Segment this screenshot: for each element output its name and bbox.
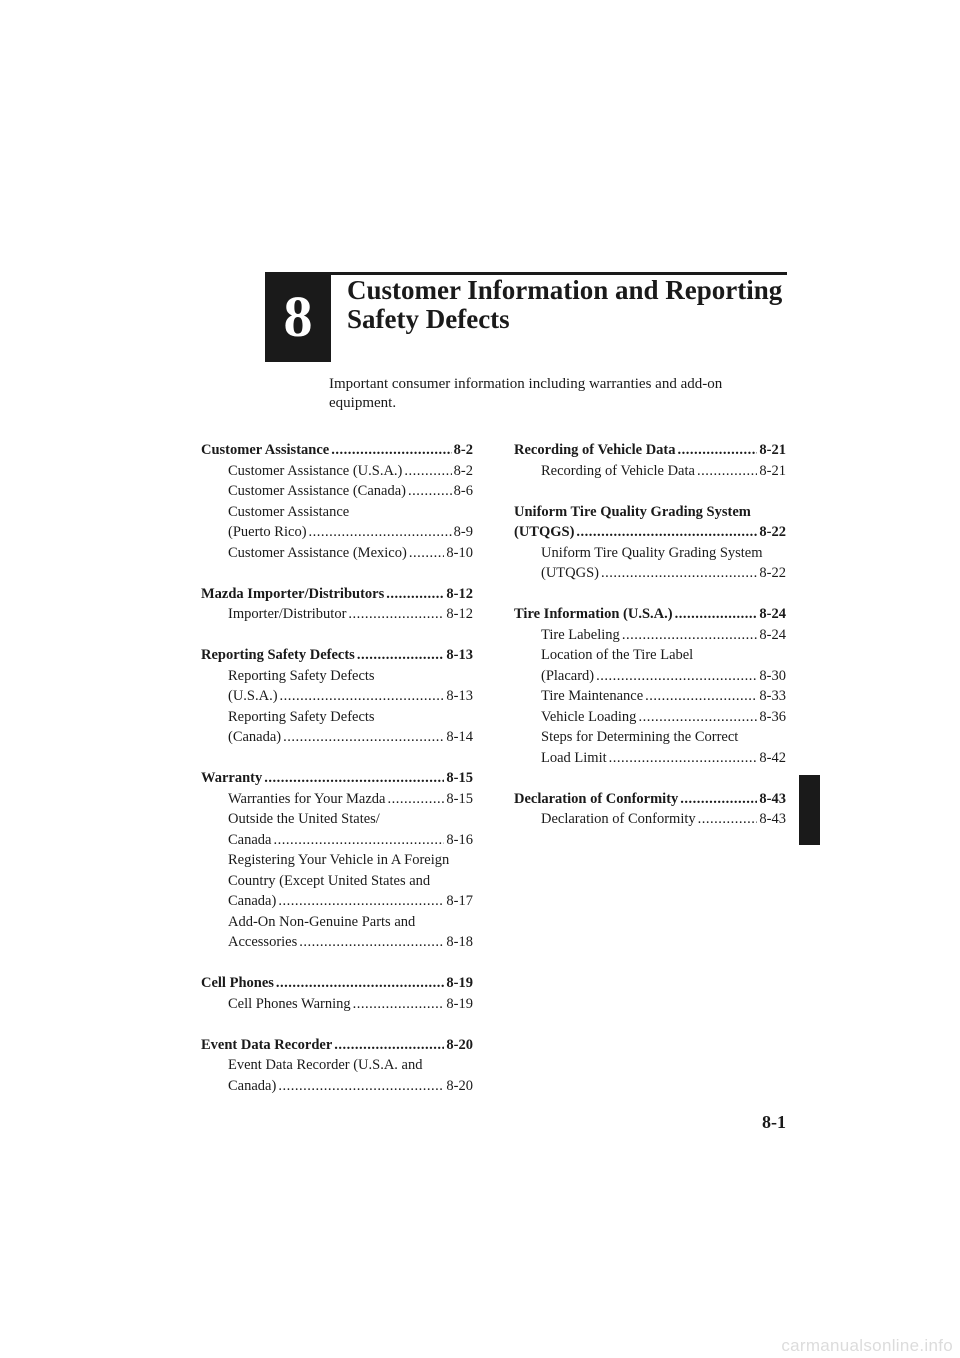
toc-subentry[interactable]	[201, 522, 473, 543]
toc-subentry-label-line: Country (Except United States and	[228, 872, 431, 889]
watermark-text: carmanualsonline.info	[781, 1336, 953, 1355]
toc-entry-page: 8-43	[759, 811, 786, 827]
toc-dot-leader	[331, 440, 451, 461]
toc-entry-page: 8-2	[453, 462, 473, 479]
toc-subentry[interactable]	[201, 481, 473, 502]
toc-dot-leader	[409, 543, 445, 564]
toc-section	[201, 584, 473, 625]
toc-entry-label: Cell Phones Warning	[228, 995, 351, 1012]
toc-entry-label: (U.S.A.)	[228, 688, 278, 704]
toc-entry[interactable]	[201, 768, 473, 789]
toc-entry-page: 8-15	[446, 790, 473, 807]
toc-entry-page: 8-30	[759, 667, 786, 684]
toc-entry[interactable]	[201, 973, 473, 994]
toc-entry-page: 8-20	[446, 1036, 473, 1053]
toc-dot-leader	[299, 932, 444, 953]
toc-left-column	[201, 440, 473, 1117]
toc-entry-label: (UTQGS)	[514, 524, 575, 540]
toc-entry-page: 8-21	[759, 462, 786, 479]
toc-subentry-label-line: Event Data Recorder (U.S.A. and	[228, 1057, 423, 1073]
toc-entry-page: 8-21	[759, 442, 786, 458]
toc-entry-label: Customer Assistance	[201, 442, 330, 458]
toc-entry[interactable]	[514, 789, 786, 810]
toc-entry-label: Warranty	[201, 770, 263, 786]
toc-entry-label: Event Data Recorder	[201, 1036, 333, 1053]
toc-entry-label: (Canada)	[228, 729, 282, 745]
toc-entry-label: (Puerto Rico)	[228, 524, 307, 540]
toc-subentry[interactable]	[514, 748, 786, 769]
toc-dot-leader	[675, 604, 758, 625]
toc-entry[interactable]	[201, 645, 473, 666]
toc-dot-leader	[278, 891, 444, 912]
toc-section	[514, 440, 786, 481]
toc-entry-label: Canada)	[228, 1077, 277, 1094]
toc-entry[interactable]	[514, 440, 786, 461]
toc-entry-label: (UTQGS)	[541, 565, 599, 581]
toc-dot-leader	[264, 768, 444, 789]
toc-subentry[interactable]	[514, 686, 786, 707]
toc-entry-page: 8-13	[446, 647, 473, 663]
toc-entry-page: 8-6	[453, 483, 473, 499]
toc-section	[201, 645, 473, 748]
toc-subentry[interactable]	[201, 1076, 473, 1097]
toc-subentry[interactable]	[201, 727, 473, 748]
toc-dot-leader	[622, 625, 758, 646]
toc-subentry-label-line: Reporting Safety Defects	[228, 708, 375, 725]
toc-entry-label: Recording of Vehicle Data	[514, 442, 676, 458]
toc-entry-page: 8-19	[446, 995, 473, 1012]
toc-dot-leader	[680, 789, 757, 810]
toc-entry-label: Declaration of Conformity	[514, 790, 679, 807]
toc-dot-leader	[276, 973, 445, 994]
toc-subentry-label-line: Uniform Tire Quality Grading System	[541, 544, 763, 561]
toc-entry-page: 8-42	[759, 749, 786, 766]
toc-entry-label: Vehicle Loading	[541, 708, 637, 725]
toc-entry-label: Load Limit	[541, 749, 607, 766]
toc-subentry[interactable]	[201, 604, 473, 625]
toc-entry-page: 8-20	[446, 1077, 473, 1094]
toc-entry-label: Customer Assistance (Canada)	[228, 483, 406, 499]
toc-subentry-label-line: Registering Your Vehicle in A Foreign	[228, 852, 450, 868]
toc-dot-leader	[645, 686, 757, 707]
toc-subentry[interactable]	[201, 543, 473, 564]
toc-entry-label: Customer Assistance (Mexico)	[228, 544, 407, 561]
toc-entry[interactable]	[201, 584, 473, 605]
toc-section	[201, 1035, 473, 1097]
toc-entry-page: 8-22	[759, 565, 786, 581]
toc-subentry[interactable]	[514, 666, 786, 687]
toc-subentry[interactable]	[514, 809, 786, 830]
toc-entry[interactable]	[201, 440, 473, 461]
toc-section	[201, 973, 473, 1014]
toc-entry-label: Tire Labeling	[541, 626, 620, 643]
toc-entry[interactable]	[514, 522, 786, 543]
toc-entry-label: Reporting Safety Defects	[201, 647, 355, 663]
toc-subentry[interactable]	[514, 625, 786, 646]
toc-dot-leader	[387, 789, 444, 810]
toc-subentry[interactable]	[201, 461, 473, 482]
toc-section	[201, 440, 473, 563]
toc-subentry[interactable]	[514, 707, 786, 728]
toc-entry-page: 8-15	[446, 770, 473, 786]
toc-dot-leader	[678, 440, 758, 461]
toc-entry-label: Cell Phones	[201, 975, 274, 991]
toc-subentry[interactable]	[201, 891, 473, 912]
toc-entry[interactable]	[514, 604, 786, 625]
toc-entry-label: Canada)	[228, 893, 277, 909]
toc-entry-page: 8-13	[446, 688, 473, 704]
toc-section	[201, 768, 473, 953]
toc-section	[514, 789, 786, 830]
toc-subentry-label-line: Add-On Non-Genuine Parts and	[228, 913, 416, 930]
toc-entry-page: 8-18	[446, 934, 473, 950]
toc-dot-leader	[609, 748, 758, 769]
toc-subentry[interactable]	[201, 994, 473, 1015]
page-number: 8-1	[762, 1112, 786, 1132]
toc-dot-leader	[698, 809, 758, 830]
toc-entry-label: Recording of Vehicle Data	[541, 462, 695, 479]
chapter-thumb-tab	[799, 775, 820, 845]
toc-dot-leader	[596, 666, 757, 687]
toc-dot-leader	[408, 481, 452, 502]
toc-entry-label: (Placard)	[541, 667, 595, 684]
chapter-number-badge: 8	[265, 272, 331, 362]
chapter-title: Customer Information and Reporting Safety Defects	[347, 275, 783, 334]
toc-dot-leader	[334, 1035, 444, 1056]
toc-dot-leader	[697, 461, 757, 482]
toc-entry-label: Canada	[228, 831, 272, 848]
toc-entry-label: Tire Information (U.S.A.)	[514, 606, 673, 622]
toc-subentry-label-line: Steps for Determining the Correct	[541, 729, 739, 745]
toc-subentry[interactable]	[201, 789, 473, 810]
toc-entry-label: Importer/Distributor	[228, 606, 347, 622]
toc-entry-page: 8-33	[759, 688, 786, 704]
toc-entry-page: 8-9	[453, 524, 473, 540]
toc-entry-page: 8-17	[446, 893, 473, 909]
toc-dot-leader	[601, 563, 757, 584]
toc-subentry-label-line: Location of the Tire Label	[541, 647, 694, 663]
toc-dot-leader	[278, 1076, 444, 1097]
toc-dot-leader	[348, 604, 444, 625]
toc-subentry[interactable]	[514, 563, 786, 584]
toc-dot-leader	[353, 994, 445, 1015]
toc-entry[interactable]	[201, 1035, 473, 1056]
toc-entry-page: 8-19	[446, 975, 473, 991]
toc-entry-label: Warranties for Your Mazda	[228, 790, 386, 807]
toc-entry-label: Tire Maintenance	[541, 688, 644, 704]
toc-entry-page: 8-2	[453, 442, 473, 458]
toc-entry-label: Accessories	[228, 934, 298, 950]
chapter-header	[265, 272, 787, 362]
toc-dot-leader	[273, 830, 444, 851]
toc-section	[514, 502, 786, 584]
toc-right-column	[514, 440, 786, 850]
toc-entry-label-line: Uniform Tire Quality Grading System	[514, 503, 751, 520]
toc-entry-label: Customer Assistance (U.S.A.)	[228, 462, 403, 479]
toc-subentry[interactable]	[201, 932, 473, 953]
toc-dot-leader	[283, 727, 444, 748]
toc-entry-page: 8-12	[446, 585, 473, 602]
toc-entry-page: 8-16	[446, 831, 473, 848]
toc-dot-leader	[576, 522, 757, 543]
toc-entry-page: 8-24	[759, 606, 786, 622]
toc-subentry-label-line: Outside the United States/	[228, 811, 380, 827]
toc-entry-page: 8-22	[759, 524, 786, 540]
toc-entry-label: Declaration of Conformity	[541, 811, 696, 827]
toc-dot-leader	[357, 645, 445, 666]
toc-entry-page: 8-36	[759, 708, 786, 725]
toc-entry-label: Mazda Importer/Distributors	[201, 585, 385, 602]
toc-dot-leader	[638, 707, 757, 728]
toc-dot-leader	[309, 522, 452, 543]
toc-subentry[interactable]	[201, 830, 473, 851]
toc-subentry-label-line: Reporting Safety Defects	[228, 667, 375, 684]
toc-entry-page: 8-43	[759, 790, 786, 807]
toc-section	[514, 604, 786, 768]
toc-subentry[interactable]	[514, 461, 786, 482]
toc-entry-page: 8-14	[446, 729, 473, 745]
toc-entry-page: 8-12	[446, 606, 473, 622]
toc-dot-leader	[280, 686, 445, 707]
toc-entry-page: 8-10	[446, 544, 473, 561]
toc-dot-leader	[386, 584, 444, 605]
toc-dot-leader	[404, 461, 451, 482]
chapter-description: Important consumer information including warranties and add-on equipment.	[329, 376, 723, 411]
toc-subentry[interactable]	[201, 686, 473, 707]
toc-entry-page: 8-24	[759, 626, 786, 643]
toc-subentry-label-line: Customer Assistance	[228, 503, 350, 520]
